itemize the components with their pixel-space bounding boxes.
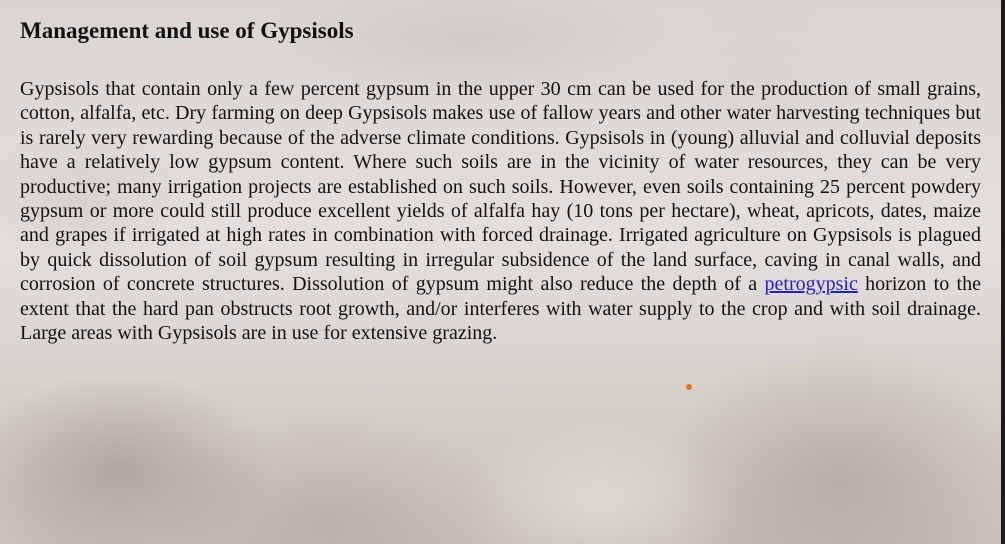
paragraph-text-before-link: Gypsisols that contain only a few percent gypsum in the upper 30 cm can be used for the production of small grains, cotton, alfalfa, etc. Dry farming on deep Gypsisols makes use of fallow years and other water harvesting techniques but is rarely very rewarding because of the adverse climate conditions. Gypsisols in (young) alluvial and colluvial deposits have a relatively low gypsum content. Where such soils are in the vicinity of water resources, they can be very productive; many irrigation projects are established on such soils. However, even soils containing 25 percent powdery gypsum or more could still produce excellent yields of alfalfa hay (10 tons per hectare), wheat, apricots, dates, maize and grapes if irrigated at high rates in combination with forced drainage. Irrigated agriculture on Gypsisols is plagued by quick dissolution of soil gypsum resulting in irregular subsidence of the land surface, caving in canal walls, and corrosion of concrete structures. Dissolution of gypsum might also reduce the depth of a	[20, 78, 981, 296]
mouse-cursor-icon	[686, 384, 692, 390]
petrogypsic-link[interactable]: petrogypsic	[764, 273, 858, 296]
body-paragraph	[20, 77, 981, 345]
paragraph-text-after-link: horizon to the extent that the hard pan obstructs root growth, and/or interferes with water supply to the crop and with soil drainage. Large areas with Gypsisols are in use for extensive grazing.	[20, 273, 981, 345]
document-body	[20, 14, 981, 345]
page-title: Management and use of Gypsisols	[20, 18, 354, 43]
window-edge	[1001, 0, 1005, 544]
